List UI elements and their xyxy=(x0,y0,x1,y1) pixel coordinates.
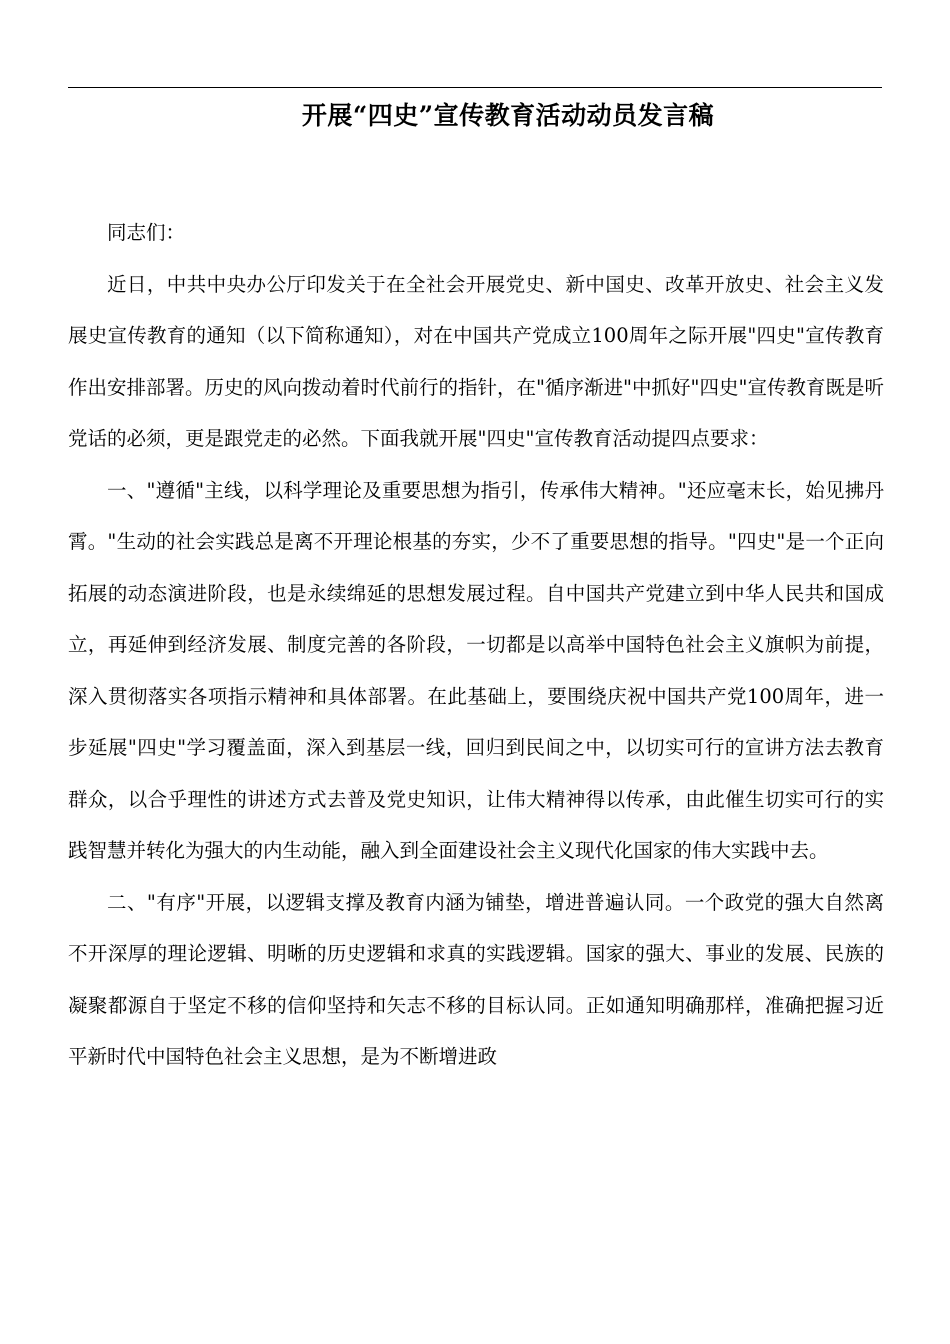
salutation: 同志们： xyxy=(107,221,186,244)
document-body xyxy=(68,207,884,1083)
header-rule xyxy=(68,87,882,88)
paragraph-point-two: 二、"有序"开展，以逻辑支撑及教育内涵为铺垫，增进普遍认同。一个政党的强大自然离不开深厚的理论逻辑、明晰的历史逻辑和求真的实践逻辑。国家的强大、事业的发展、民族的凝聚都源自于坚定不移的信仰坚持和矢志不移的目标认同。正如通知明确那样，准确把握习近平新时代中国特色社会主义思想，是为不断增进政 xyxy=(68,890,884,1068)
document-title: 开展“四史”宣传教育活动动员发言稿 xyxy=(301,101,715,130)
paragraph-intro: 近日，中共中央办公厅印发关于在全社会开展党史、新中国史、改革开放史、社会主义发展史宣传教育的通知（以下简称通知），对在中国共产党成立100周年之际开展"四史"宣传教育作出安排部署。历史的风向拨动着时代前行的指针，在"循序渐进"中抓好"四史"宣传教育既是听党话的必须，更是跟党走的必然。下面我就开展"四史"宣传教育活动提四点要求： xyxy=(68,272,884,450)
paragraph-point-one: 一、"遵循"主线，以科学理论及重要思想为指引，传承伟大精神。"还应毫末长，始见拂丹霄。"生动的社会实践总是离不开理论根基的夯实，少不了重要思想的指导。"四史"是一个正向拓展的动态演进阶段，也是永续绵延的思想发展过程。自中国共产党建立到中华人民共和国成立，再延伸到经济发展、制度完善的各阶段，一切都是以高举中国特色社会主义旗帜为前提，深入贯彻落实各项指示精神和具体部署。在此基础上，要围绕庆祝中国共产党100周年，进一步延展"四史"学习覆盖面，深入到基层一线，回归到民间之中，以切实可行的宣讲方法去教育群众，以合乎理性的讲述方式去普及党史知识，让伟大精神得以传承，由此催生切实可行的实践智慧并转化为强大的内生动能，融入到全面建设社会主义现代化国家的伟大实践中去。 xyxy=(68,478,884,862)
